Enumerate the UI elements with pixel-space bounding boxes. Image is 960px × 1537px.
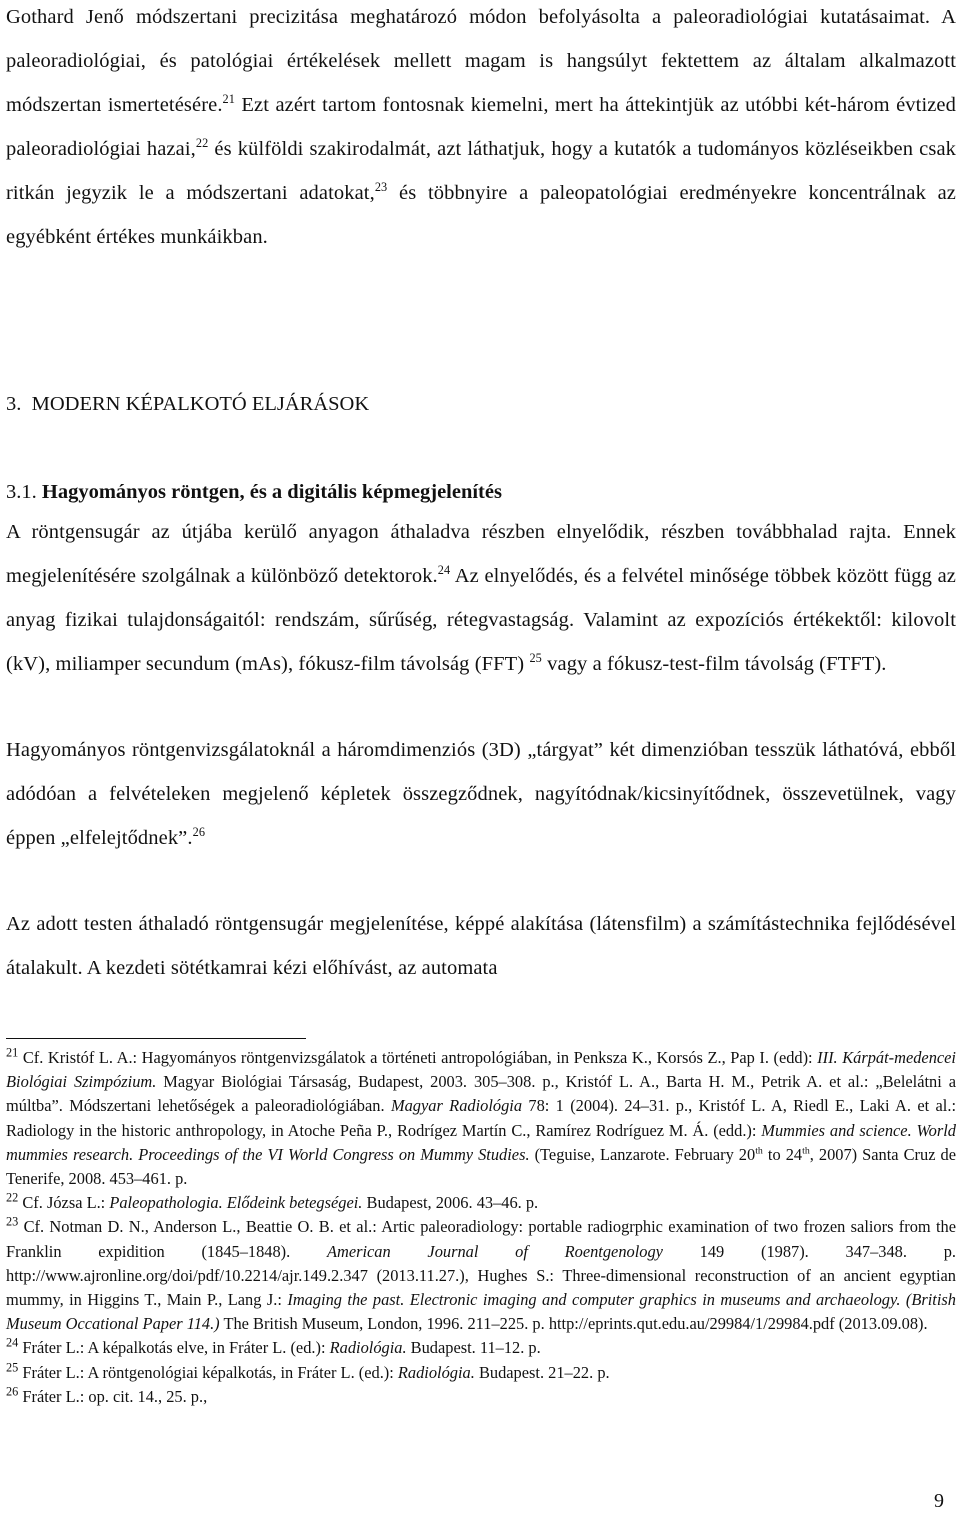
body-paragraph — [6, 728, 956, 860]
footnote-text: Cf. Józsa L.: — [18, 1193, 110, 1213]
footnote-separator — [6, 1038, 306, 1039]
footnote-number: 24 — [6, 1335, 19, 1350]
footnote-text: The British Museum, London, 1996. 211–225. p. http://eprints.qut.edu.au/29984/1/29984.pdf (2013.09.08). — [219, 1314, 928, 1334]
footnote-text: 149 (1987). 347–348. p. http://www.ajronline.org/doi/pdf/10.2214/ajr.149.2.347 (2013.11.27.), Hughes S.: Three-dimensional reconstruction of an ancient egyptian mummy, in Higgins T., Main P., Lang J.: — [6, 1241, 956, 1310]
body-paragraph — [6, 510, 956, 686]
footnote-italic: Radiológia. — [329, 1338, 407, 1358]
subsection-number: 3.1. — [6, 481, 42, 503]
footnote-text: Fráter L.: A röntgenológiai képalkotás, in Fráter L. (ed.): — [18, 1362, 398, 1382]
ordinal-suffix: th — [755, 1145, 763, 1157]
footnote-italic: Imaging the past. Electronic imaging and computer graphics in museums and archaeology. (British Museum Occational Paper 114.) — [6, 1290, 956, 1334]
footnote-text: Budapest. 11–12. p. — [406, 1338, 541, 1358]
footnote-italic: Magyar Radiológia — [390, 1096, 523, 1116]
ordinal-suffix: th — [802, 1145, 810, 1157]
footnote-number: 22 — [6, 1190, 19, 1205]
paragraph-text: Az elnyelődés, és a felvétel minősége többek között függ az anyag fizikai tulajdonságaitól: rendszám, sűrűség, rétegvastagság. Valamint az expozíciós értékektől: kilovolt (kV), miliamper secundum (mAs), fókusz-film távolság (FFT) — [6, 565, 956, 675]
footnote-ref[interactable]: 25 — [529, 651, 542, 666]
body-paragraph — [6, 0, 956, 259]
page-number: 9 — [934, 1490, 944, 1512]
footnote-italic: Paleopathologia. Elődeink betegségei. — [109, 1193, 363, 1213]
footnote-text: 78: 1 (2004). 24–31. p., Kristóf L. A, Riedl E., Laki A. et al.: Radiology in the historic anthropology, in Atoche Peña P., Rodrígez Martín C., Ramírez Rodríguez M. Á. (edd.): — [6, 1096, 956, 1140]
footnote-26 — [6, 1385, 956, 1409]
paragraph-text: Ezt azért tartom fontosnak kiemelni, mert ha áttekintjük az utóbbi két-három évtized paleoradiológiai hazai, — [6, 94, 956, 160]
footnote-text: Budapest, 2006. 43–46. p. — [362, 1193, 539, 1213]
subsection-heading — [6, 470, 502, 514]
paragraph-text: Gothard Jenő módszertani precizitása meghatározó módon befolyásolta a paleoradiológiai kutatásaimat. A paleoradiológiai, és patológiai értékelések mellett magam is hangsúlyt fektettem az általam alkalmazott módszertan ismertetésére. — [6, 6, 956, 116]
footnote-italic: American Journal of Roentgenology — [326, 1241, 663, 1261]
footnote-italic: III. Kárpát-medencei Biológiai Szimpózium. — [6, 1048, 956, 1092]
footnote-text: Budapest. 21–22. p. — [474, 1362, 610, 1382]
footnote-text: to 24 — [762, 1144, 803, 1164]
footnote-23 — [6, 1215, 956, 1336]
footnotes — [6, 1046, 956, 1409]
paragraph-text: és többnyire a paleopatológiai eredményekre koncentrálnak az egyébként értékes munkáikban. — [6, 182, 956, 248]
subsection-title: Hagyományos röntgen, és a digitális képmegjelenítés — [41, 481, 502, 503]
body-paragraph: Az adott testen áthaladó röntgensugár megjelenítése, képpé alakítása (látensfilm) a számítástechnika fejlődésével átalakult. A kezdeti sötétkamrai kézi előhívást, az automata — [6, 913, 956, 979]
footnote-22 — [6, 1191, 956, 1215]
paragraph-text: és külföldi szakirodalmát, azt láthatjuk, hogy a kutatók a tudományos közléseikben csak ritkán jegyzik le a módszertani adatokat, — [6, 138, 956, 204]
paragraph-text: Hagyományos röntgenvizsgálatoknál a háromdimenziós (3D) „tárgyat” két dimenzióban tesszük láthatóvá, ebből adódóan a felvételeken megjelenő képletek összegződnek, nagyítódnak/kicsinyítődnek, összevetülnek, vagy éppen „elfelejtődnek”. — [6, 739, 956, 849]
footnote-text: (Teguise, Lanzarote. February 20 — [529, 1144, 756, 1164]
footnote-ref[interactable]: 21 — [222, 92, 236, 107]
footnote-number: 23 — [6, 1214, 19, 1229]
footnote-text: Fráter L.: op. cit. 14., 25. p., — [18, 1386, 208, 1406]
footnote-text: Magyar Biológiai Társaság, Budapest, 2003. 305–308. p., Kristóf L. A., Barta H. M., Petrik A. et al.: „Belelátni a múltba”. Módszertani lehetőségek a paleoradiológiában. — [6, 1072, 956, 1116]
footnote-21 — [6, 1046, 956, 1191]
footnote-text: , 2007) Santa Cruz de Tenerife, 2008. 453–461. p. — [6, 1144, 956, 1189]
footnote-number: 21 — [6, 1045, 19, 1060]
footnote-ref[interactable]: 23 — [374, 180, 388, 195]
footnote-ref[interactable]: 22 — [195, 136, 209, 151]
paragraph-text: A röntgensugár az útjába kerülő anyagon áthaladva részben elnyelődik, részben továbbhalad rajta. Ennek megjelenítésére szolgálnak a különböző detektorok. — [6, 521, 956, 587]
footnote-italic: Radiológia. — [397, 1362, 475, 1382]
footnote-number: 26 — [6, 1384, 19, 1399]
footnote-ref[interactable]: 26 — [192, 825, 206, 840]
footnote-text: Cf. Kristóf L. A.: Hagyományos röntgenvizsgálatok a történeti antropológiában, in Penksza K., Korsós Z., Pap I. (edd): — [18, 1048, 818, 1067]
footnote-text: Fráter L.: A képalkotás elve, in Fráter L. (ed.): — [18, 1338, 330, 1358]
section-heading: 3. MODERN KÉPALKOTÓ ELJÁRÁSOK — [6, 393, 370, 415]
footnote-text: Cf. Notman D. N., Anderson L., Beattie O. B. et al.: Artic paleoradiology: portable radiogrphic examination of two frozen saliors from the Franklin expidition (1845–1848). — [6, 1217, 956, 1261]
footnote-italic: Mummies and science. World mummies research. Proceedings of the VI World Congress on Mummy Studies. — [6, 1120, 956, 1164]
footnote-25 — [6, 1361, 956, 1385]
footnote-number: 25 — [6, 1360, 19, 1375]
paragraph-text: vagy a fókusz-test-film távolság (FTFT). — [541, 653, 887, 675]
footnote-ref[interactable]: 24 — [437, 563, 451, 578]
footnote-24 — [6, 1336, 956, 1360]
